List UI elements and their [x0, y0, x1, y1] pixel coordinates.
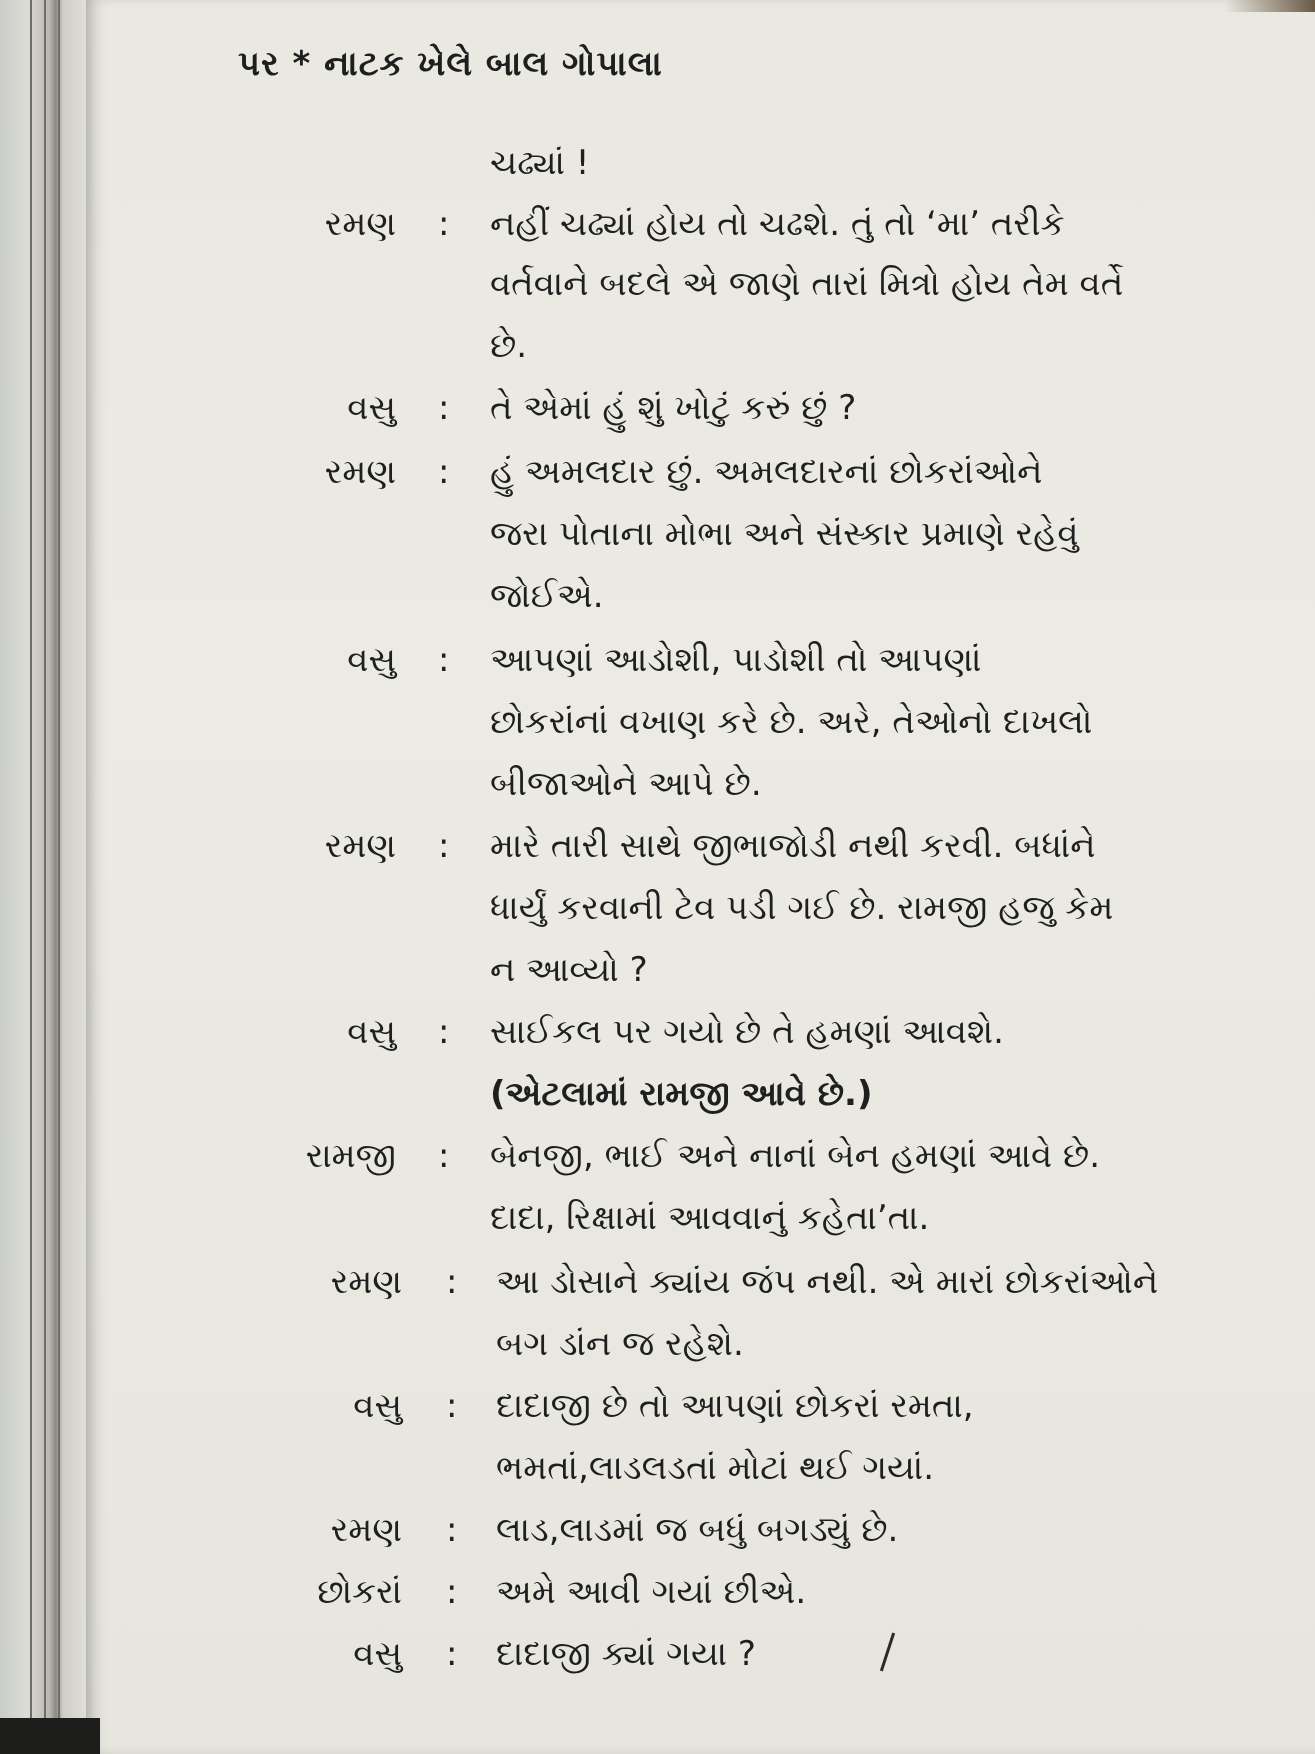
dialogue-line: ચઢ્યાં ! [490, 143, 590, 183]
dialogue-line: તે એમાં હું શું ખોટું કરું છું ? [490, 388, 857, 428]
speaker-colon: : [446, 1262, 458, 1302]
stage-direction: (એટલામાં રામજી આવે છે.) [490, 1074, 873, 1114]
dialogue-line: દાદાજી ક્યાં ગયા ? [496, 1634, 756, 1674]
dialogue-line: મારે તારી સાથે જીભાજોડી નથી કરવી. બધાંને [490, 826, 1096, 866]
dialogue-line: ન આવ્યો ? [490, 950, 648, 990]
speaker-name: રમણ [330, 1510, 402, 1550]
speaker-colon: : [438, 1012, 450, 1052]
dialogue-line: આપણાં આડોશી, પાડોશી તો આપણાં [490, 640, 982, 680]
speaker-name: રમણ [330, 1262, 402, 1302]
dialogue-line: નહીં ચઢ્યાં હોય તો ચઢશે. તું તો ‘મા’ તરીકે [490, 204, 1065, 244]
speaker-colon: : [438, 1136, 450, 1176]
speaker-colon: : [438, 826, 450, 866]
page-corner-shadow [1225, 0, 1315, 12]
speaker-name: વસુ [347, 388, 396, 428]
dialogue-line: વર્તવાને બદલે એ જાણે તારાં મિત્રો હોય તેમ વર્તે [490, 264, 1124, 304]
speaker-name: વસુ [347, 640, 396, 680]
page-edge-line [44, 0, 46, 1754]
dialogue-line: જરા પોતાના મોભા અને સંસ્કાર પ્રમાણે રહેવું [490, 514, 1079, 554]
speaker-name: વસુ [353, 1386, 402, 1426]
dialogue-line: હું અમલદાર છું. અમલદારનાં છોકરાંઓને [490, 452, 1043, 492]
speaker-name: વસુ [347, 1012, 396, 1052]
dialogue-line: લાડ,લાડમાં જ બધું બગડ્યું છે. [496, 1510, 899, 1550]
dialogue-line: દાદાજી છે તો આપણાં છોકરાં રમતા, [496, 1386, 974, 1426]
speaker-colon: : [438, 452, 450, 492]
speaker-name: રામજી [305, 1136, 396, 1176]
dialogue-line: છોકરાંનાં વખાણ કરે છે. અરે, તેઓનો દાખલો [490, 702, 1093, 742]
speaker-colon: : [446, 1386, 458, 1426]
dialogue-line: બગ ડાંન જ રહેશે. [496, 1324, 744, 1364]
speaker-name: વસુ [353, 1634, 402, 1674]
dialogue-line: ભમતાં,લાડલડતાં મોટાં થઈ ગયાં. [496, 1448, 934, 1488]
speaker-name: રમણ [324, 826, 396, 866]
page-edge-line [30, 0, 32, 1754]
speaker-colon: : [446, 1510, 458, 1550]
dialogue-line: આ ડોસાને ક્યાંય જંપ નથી. એ મારાં છોકરાંઓને [496, 1262, 1159, 1302]
speaker-colon: : [446, 1572, 458, 1612]
dialogue-line: સાઈકલ પર ગયો છે તે હમણાં આવશે. [490, 1012, 1004, 1052]
running-header: પર * નાટક ખેલે બાલ ગોપાલા [238, 44, 663, 84]
dialogue-line: દાદા, રિક્ષામાં આવવાનું કહેતા’તા. [490, 1198, 930, 1238]
speaker-colon: : [438, 388, 450, 428]
dialogue-line: અમે આવી ગયાં છીએ. [496, 1572, 807, 1612]
speaker-name: છોકરાં [317, 1572, 402, 1612]
speaker-name: રમણ [324, 452, 396, 492]
dialogue-line: ધાર્યું કરવાની ટેવ પડી ગઈ છે. રામજી હજુ કેમ [490, 888, 1114, 928]
dialogue-line: છે. [490, 326, 528, 366]
dialogue-line: બેનજી, ભાઈ અને નાનાં બેન હમણાં આવે છે. [490, 1136, 1101, 1176]
page-edge-line [58, 0, 60, 1754]
speaker-colon: : [438, 204, 450, 244]
binding-shadow [0, 1718, 100, 1754]
speaker-name: રમણ [324, 204, 396, 244]
dialogue-line: બીજાઓને આપે છે. [490, 764, 762, 804]
speaker-colon: : [438, 640, 450, 680]
speaker-colon: : [446, 1634, 458, 1674]
dialogue-line: જોઈએ. [490, 576, 604, 616]
